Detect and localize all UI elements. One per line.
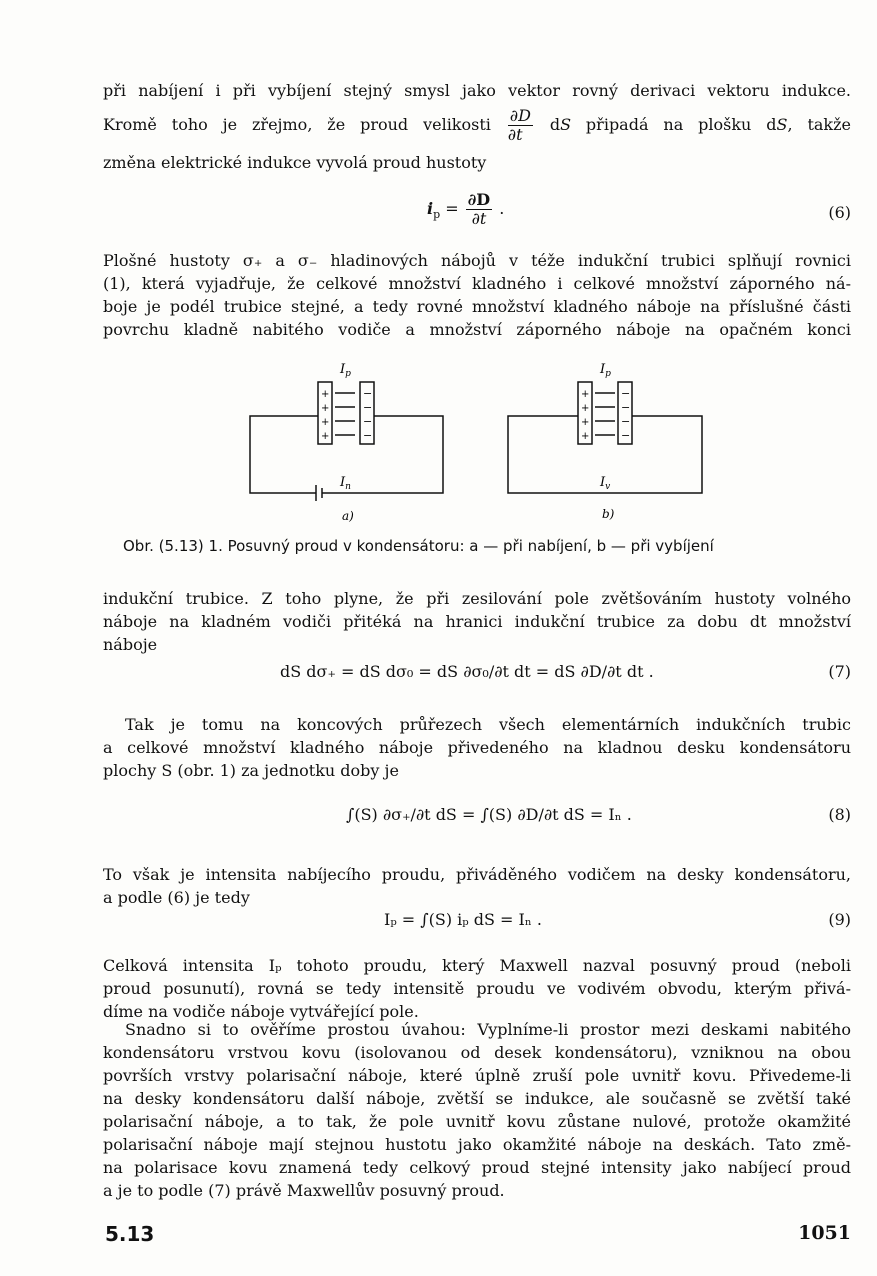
text-line: Celková intensita Iₚ tohoto proudu, který Maxwell nazval posuvný proud (neboli (103, 956, 851, 975)
text-line: polarisační náboje, a to tak, že pole uvnitř kovu zůstane nulové, protože okamžité (103, 1112, 851, 1131)
equation-number-6: (6) (828, 203, 851, 222)
text-line: indukční trubice. Z toho plyne, že při zesilování pole zvětšováním hustoty volného (103, 589, 851, 608)
svg-text:+: + (581, 431, 590, 442)
text-line: polarisační náboje mají stejnou hustotu jako okamžité náboje na deskách. Tato změ- (103, 1135, 851, 1154)
section-number: 5.13 (105, 1222, 155, 1246)
equation-9: Iₚ = ∫(S) iₚ dS = Iₙ . (384, 910, 542, 929)
text-line: povrchu kladně nabitého vodiče a množství záporného náboje na opačném konci (103, 320, 851, 339)
paragraph-4 (103, 713, 851, 782)
svg-text:+: + (581, 389, 590, 400)
text-line: kondensátoru vrstvou kovu (isolovanou od desek kondensátoru), vzniknou na obou (103, 1043, 851, 1062)
fraction-dD-dt: $\frac{\partial D}{\partial t}$ (507, 106, 531, 144)
label-b-top: $I_p$ (600, 362, 611, 379)
text-line: plochy S (obr. 1) za jednotku doby je (103, 761, 399, 780)
svg-text:−: − (363, 401, 373, 414)
minus-signs-a (363, 387, 372, 442)
svg-text:−: − (621, 415, 631, 428)
svg-text:−: − (621, 387, 631, 400)
figure-label-b: b) (602, 507, 615, 521)
svg-text:−: − (363, 415, 373, 428)
capacitor-figure (230, 355, 730, 525)
text-line: změna elektrické indukce vyvolá proud hustoty (103, 153, 487, 172)
text-line: díme na vodiče náboje vytvářející pole. (103, 1002, 419, 1021)
text-line: náboje na kladném vodiči přitéká na hranici indukční trubice za dobu dt množství (103, 612, 851, 631)
text-line: Tak je tomu na koncových průřezech všech elementárních indukčních trubic (125, 715, 851, 734)
paragraph-6 (103, 954, 851, 1023)
minus-signs-b (621, 387, 630, 442)
paragraph-3 (103, 587, 851, 656)
text-line: To však je intensita nabíjecího proudu, přiváděného vodičem na desky kondensátoru, (103, 865, 851, 884)
svg-text:+: + (581, 417, 590, 428)
page-number: 1051 (798, 1222, 851, 1244)
svg-text:+: + (321, 403, 330, 414)
plus-signs-a (321, 389, 329, 442)
text-line: při nabíjení i při vybíjení stejný smysl jako vektor rovný derivaci vektoru indukce. (103, 81, 851, 100)
paragraph-1-line-2 (103, 107, 851, 144)
label-b-bottom: $I_v$ (600, 475, 611, 492)
text-line: a je to podle (7) právě Maxwellův posuvný proud. (103, 1181, 505, 1200)
equation-7: dS dσ₊ = dS dσ₀ = dS ∂σ₀/∂t dt = dS ∂D/∂t dt . (280, 662, 654, 681)
figure-label-a: a) (342, 509, 354, 523)
equation-number-9: (9) (828, 910, 851, 929)
text-line: Plošné hustoty σ₊ a σ₋ hladinových nábojů v téže indukční trubici splňují rovnici (103, 251, 851, 270)
text-line: na desky kondensátoru další náboje, zvětší se indukce, ale současně se zvětší také (103, 1089, 851, 1108)
equation-8: ∫(S) ∂σ₊/∂t dS = ∫(S) ∂D/∂t dS = Iₙ . (346, 805, 632, 824)
svg-text:−: − (621, 401, 631, 414)
equation-number-8: (8) (828, 805, 851, 824)
text-line: boje je podél trubice stejné, a tedy rovné množství kladného náboje na příslušné části (103, 297, 851, 316)
text-line: a podle (6) je tedy (103, 888, 250, 907)
text-line: proud posunutí), rovná se tedy intensitě proudu ve vodivém obvodu, kterým přivá- (103, 979, 851, 998)
paragraph-1-line-3 (103, 151, 851, 174)
text-line: náboje (103, 635, 158, 654)
text-fragment: dS připadá na plošku dS, takže (549, 115, 851, 134)
equation-6: $i_p$ = $\frac{\partial D}{\partial t}$ . (427, 190, 505, 228)
text-line: Snadno si to ověříme prostou úvahou: Vyplníme-li prostor mezi deskami nabitého (125, 1020, 851, 1039)
plus-signs-b (581, 389, 589, 442)
text-line: na polarisace kovu znamená tedy celkový proud stejné intensity jako nabíjecí proud (103, 1158, 851, 1177)
text-line: (1), která vyjadřuje, že celkové množství kladného i celkové množství záporného ná- (103, 274, 851, 293)
label-a-bottom: $I_n$ (340, 475, 351, 492)
svg-text:+: + (581, 403, 590, 414)
figure-caption: Obr. (5.13) 1. Posuvný proud v kondensátoru: a — při nabíjení, b — při vybíjení (123, 537, 714, 555)
paragraph-1 (103, 79, 851, 102)
svg-text:+: + (321, 389, 330, 400)
svg-text:−: − (621, 429, 631, 442)
equation-number-7: (7) (828, 662, 851, 681)
svg-text:+: + (321, 431, 330, 442)
paragraph-2 (103, 249, 851, 341)
label-a-top: $I_p$ (340, 362, 351, 379)
svg-text:−: − (363, 387, 373, 400)
paragraph-5 (103, 863, 851, 909)
paragraph-7 (103, 1018, 851, 1202)
svg-text:−: − (363, 429, 373, 442)
svg-text:+: + (321, 417, 330, 428)
text-line: a celkové množství kladného náboje přivedeného na kladnou desku kondensátoru (103, 738, 851, 757)
text-line: površích vrstvy polarisační náboje, které úplně zruší pole uvnitř kovu. Přivedeme-li (103, 1066, 851, 1085)
text-fragment: Kromě toho je zřejmo, že proud velikosti (103, 115, 491, 134)
